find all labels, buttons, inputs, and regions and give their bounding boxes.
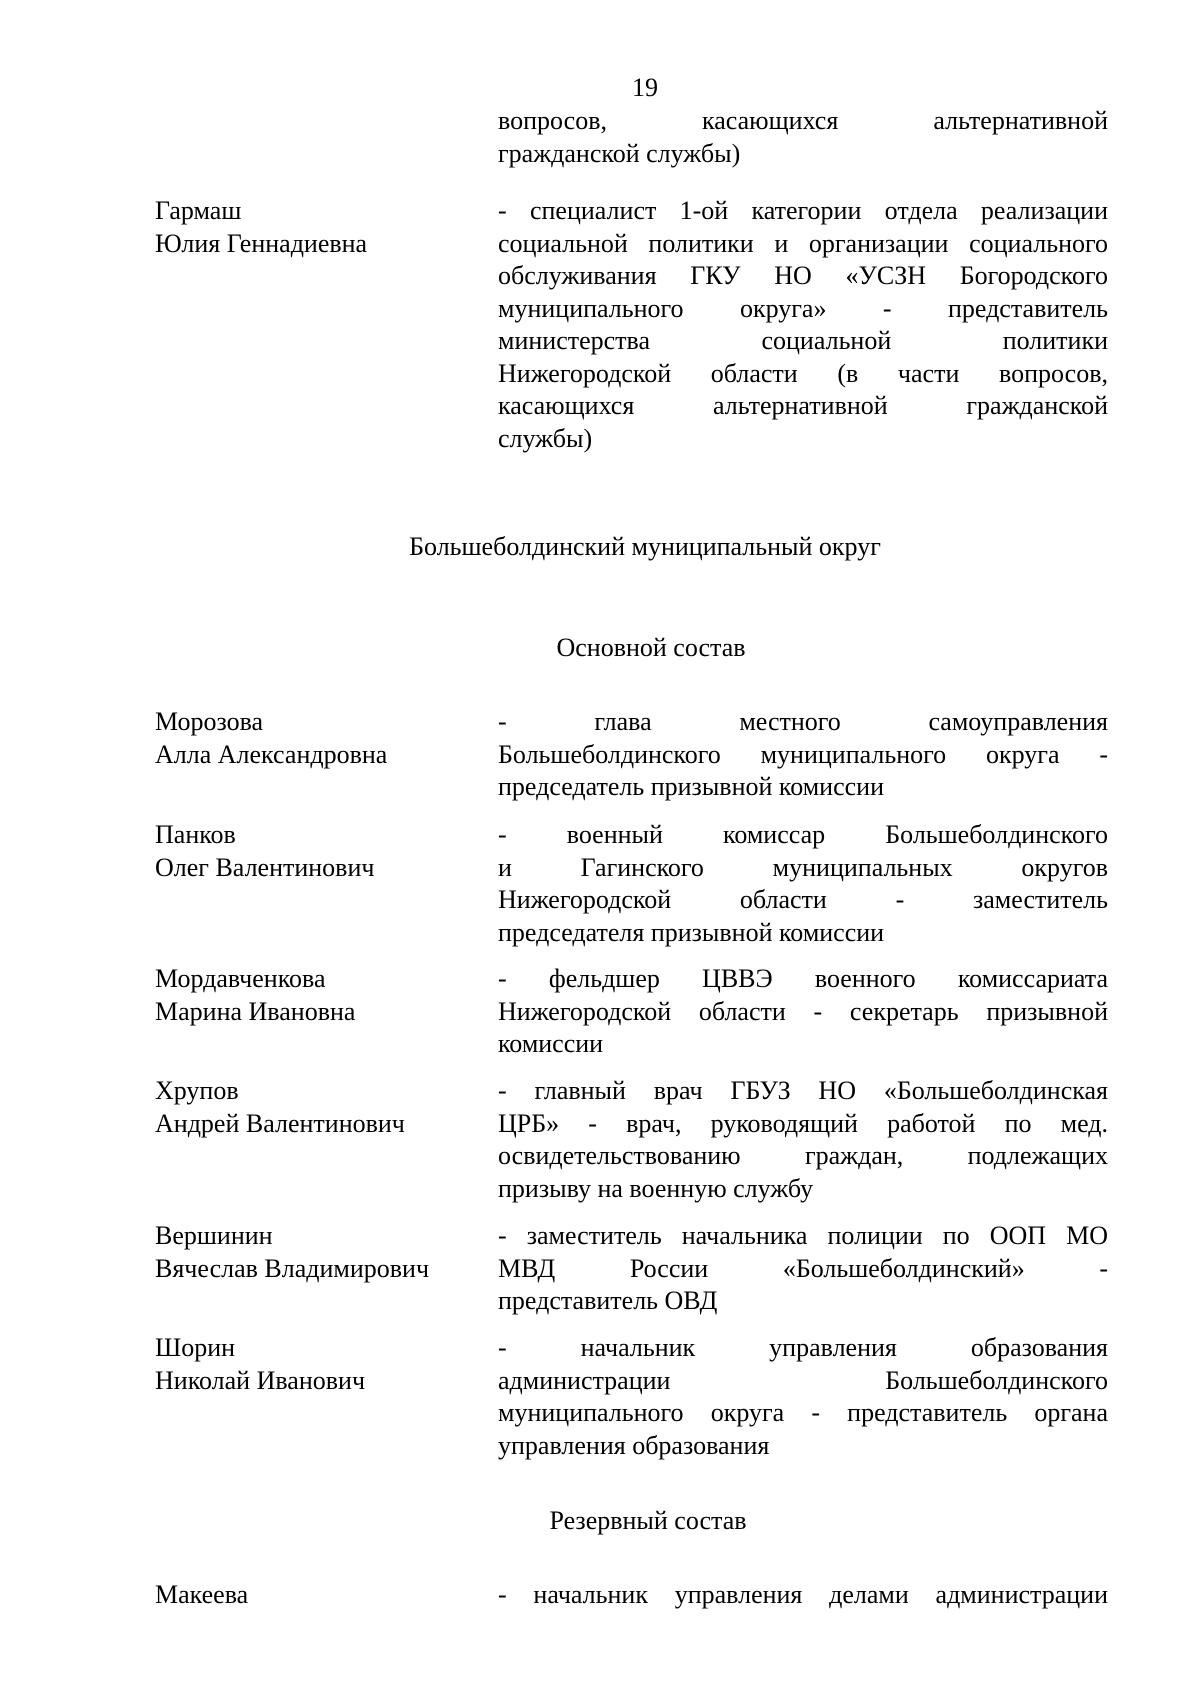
member-name [155,819,475,884]
continuation-description [498,105,1108,170]
desc-line: муниципального округа» - представитель [498,293,1108,323]
member-description [498,1220,1108,1318]
surname: Вершинин [155,1221,273,1250]
desc-line: Большеболдинского муниципального округа - [498,739,1108,769]
desc-line: Нижегородской области - заместитель [498,885,1108,914]
member-description [498,963,1108,1061]
given-names: Николай Иванович [155,1365,366,1395]
given-names: Вячеслав Владимирович [155,1253,430,1283]
reserve-composition-heading: Резервный состав [549,1506,747,1535]
desc-line: - начальник управления образования [498,1333,1108,1362]
desc-line: МВД России «Большеболдинский» - [498,1253,1108,1283]
surname: Хрупов [155,1076,239,1105]
surname: Панков [155,820,236,849]
desc-line: касающихся альтернативной гражданской [498,391,1108,420]
desc-line: Нижегородской области - секретарь призывной [498,996,1108,1026]
desc-line: - глава местного самоуправления [498,707,1108,736]
surname: Шорин [155,1333,236,1362]
desc-line: представитель ОВД [498,1286,718,1315]
member-description [498,1332,1108,1462]
member-description [498,1579,1108,1612]
surname: Морозова [155,707,264,736]
desc-line: гражданской службы) [498,138,741,168]
member-description [498,195,1108,455]
desc-line: - военный комиссар Большеболдинского [498,820,1108,849]
main-composition-heading: Основной состав [556,633,746,662]
given-names: Юлия Геннадиевна [155,228,368,258]
desc-line: социальной политики и организации социального [498,228,1108,258]
surname: Мордавченкова [155,964,326,993]
member-name [155,1332,475,1397]
desc-line: - заместитель начальника полиции по ООП МО [498,1221,1108,1250]
member-name [155,706,475,771]
given-names: Алла Александровна [155,739,388,769]
desc-line: - фельдшер ЦВВЭ военного комиссариата [498,964,1108,993]
surname: Гармаш [155,196,242,225]
member-description [498,819,1108,949]
member-name [155,1075,475,1140]
member-description [498,706,1108,804]
desc-line: освидетельствованию граждан, подлежащих [498,1141,1108,1170]
desc-line: Нижегородской области (в части вопросов, [498,358,1108,388]
desc-line: - специалист 1-ой категории отдела реализации [498,196,1108,225]
desc-line: призыву на военную службу [498,1173,814,1203]
surname: Макеева [155,1580,249,1609]
page-number: 19 [632,73,658,102]
desc-line: администрации Большеболдинского [498,1365,1108,1395]
given-names: Марина Ивановна [155,996,356,1026]
desc-line: управления образования [498,1430,770,1460]
desc-line: - главный врач ГБУЗ НО «Большеболдинская [498,1076,1108,1105]
given-names: Андрей Валентинович [155,1108,405,1138]
desc-line: - начальник управления делами администрации [498,1580,1108,1609]
desc-line: министерства социальной политики [498,326,1108,355]
member-name [155,1220,475,1285]
desc-line: комиссии [498,1029,604,1058]
member-name [155,195,475,260]
desc-line: обслуживания ГКУ НО «УСЗН Богородского [498,261,1108,290]
member-name [155,963,475,1028]
desc-line: службы) [498,423,593,453]
desc-line: председатель призывной комиссии [498,772,884,801]
desc-line: председателя призывной комиссии [498,917,885,947]
member-name [155,1579,475,1612]
desc-line: ЦРБ» - врач, руководящий работой по мед. [498,1108,1108,1138]
desc-line: вопросов, касающихся альтернативной [498,106,1108,135]
desc-line: муниципального округа - представитель органа [498,1398,1108,1427]
member-description [498,1075,1108,1205]
district-heading: Большеболдинский муниципальный округ [409,532,881,561]
desc-line: и Гагинского муниципальных округов [498,852,1108,882]
given-names: Олег Валентинович [155,852,375,882]
